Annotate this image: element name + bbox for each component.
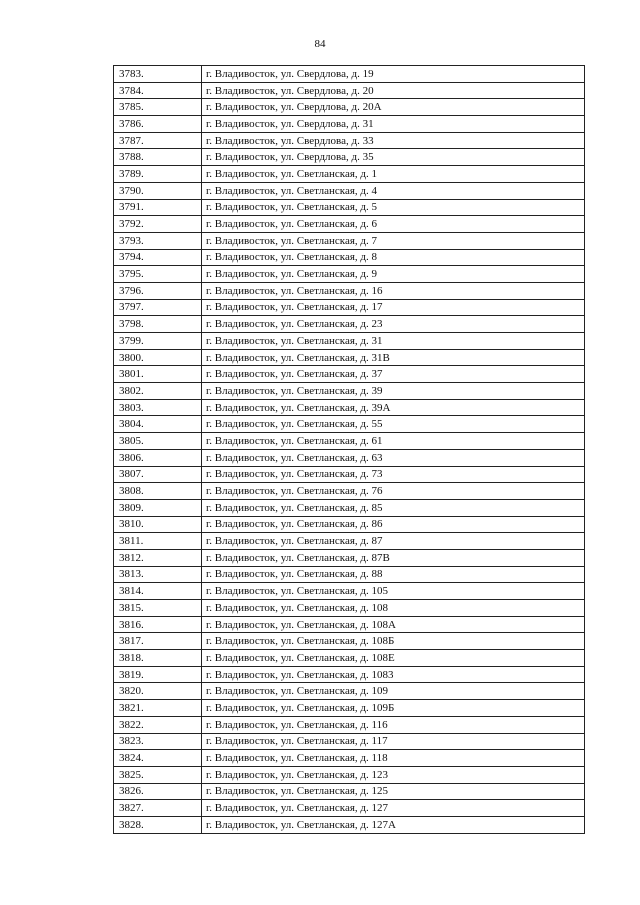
address-cell: г. Владивосток, ул. Светланская, д. 63 <box>202 449 585 466</box>
row-number-cell: 3823. <box>114 733 202 750</box>
address-cell: г. Владивосток, ул. Светланская, д. 105 <box>202 583 585 600</box>
table-row <box>114 499 585 516</box>
row-number-cell: 3809. <box>114 499 202 516</box>
table-row <box>114 483 585 500</box>
table-row <box>114 716 585 733</box>
row-number-cell: 3810. <box>114 516 202 533</box>
table-row <box>114 766 585 783</box>
address-cell: г. Владивосток, ул. Светланская, д. 5 <box>202 199 585 216</box>
table-row <box>114 99 585 116</box>
table-row <box>114 449 585 466</box>
table-row <box>114 149 585 166</box>
address-cell: г. Владивосток, ул. Свердлова, д. 19 <box>202 66 585 83</box>
row-number-cell: 3818. <box>114 650 202 667</box>
row-number-cell: 3806. <box>114 449 202 466</box>
address-cell: г. Владивосток, ул. Светланская, д. 1 <box>202 166 585 183</box>
row-number-cell: 3798. <box>114 316 202 333</box>
address-cell: г. Владивосток, ул. Светланская, д. 86 <box>202 516 585 533</box>
address-cell: г. Владивосток, ул. Светланская, д. 17 <box>202 299 585 316</box>
table-row <box>114 182 585 199</box>
row-number-cell: 3789. <box>114 166 202 183</box>
table-row <box>114 199 585 216</box>
row-number-cell: 3791. <box>114 199 202 216</box>
table-row <box>114 349 585 366</box>
row-number-cell: 3787. <box>114 132 202 149</box>
address-cell: г. Владивосток, ул. Свердлова, д. 35 <box>202 149 585 166</box>
row-number-cell: 3814. <box>114 583 202 600</box>
table-row <box>114 132 585 149</box>
address-cell: г. Владивосток, ул. Свердлова, д. 33 <box>202 132 585 149</box>
address-cell: г. Владивосток, ул. Светланская, д. 87 <box>202 533 585 550</box>
row-number-cell: 3805. <box>114 433 202 450</box>
table-row <box>114 700 585 717</box>
row-number-cell: 3825. <box>114 766 202 783</box>
address-cell: г. Владивосток, ул. Светланская, д. 6 <box>202 216 585 233</box>
row-number-cell: 3790. <box>114 182 202 199</box>
table-row <box>114 633 585 650</box>
address-cell: г. Владивосток, ул. Светланская, д. 116 <box>202 716 585 733</box>
table-row <box>114 466 585 483</box>
address-cell: г. Владивосток, ул. Светланская, д. 9 <box>202 266 585 283</box>
address-table-body <box>114 66 585 834</box>
address-cell: г. Владивосток, ул. Светланская, д. 87В <box>202 549 585 566</box>
table-row <box>114 166 585 183</box>
address-cell: г. Владивосток, ул. Светланская, д. 125 <box>202 783 585 800</box>
table-row <box>114 433 585 450</box>
row-number-cell: 3797. <box>114 299 202 316</box>
row-number-cell: 3828. <box>114 816 202 833</box>
address-cell: г. Владивосток, ул. Светланская, д. 39 <box>202 383 585 400</box>
row-number-cell: 3794. <box>114 249 202 266</box>
row-number-cell: 3788. <box>114 149 202 166</box>
row-number-cell: 3819. <box>114 666 202 683</box>
row-number-cell: 3795. <box>114 266 202 283</box>
table-row <box>114 800 585 817</box>
address-cell: г. Владивосток, ул. Светланская, д. 4 <box>202 182 585 199</box>
address-cell: г. Владивосток, ул. Светланская, д. 108 <box>202 600 585 617</box>
address-cell: г. Владивосток, ул. Свердлова, д. 31 <box>202 116 585 133</box>
address-cell: г. Владивосток, ул. Светланская, д. 118 <box>202 750 585 767</box>
table-row <box>114 816 585 833</box>
address-cell: г. Владивосток, ул. Светланская, д. 61 <box>202 433 585 450</box>
row-number-cell: 3824. <box>114 750 202 767</box>
row-number-cell: 3793. <box>114 232 202 249</box>
row-number-cell: 3785. <box>114 99 202 116</box>
table-row <box>114 383 585 400</box>
row-number-cell: 3817. <box>114 633 202 650</box>
row-number-cell: 3826. <box>114 783 202 800</box>
table-row <box>114 683 585 700</box>
address-cell: г. Владивосток, ул. Свердлова, д. 20 <box>202 82 585 99</box>
row-number-cell: 3802. <box>114 383 202 400</box>
address-table <box>113 65 585 834</box>
row-number-cell: 3792. <box>114 216 202 233</box>
address-cell: г. Владивосток, ул. Светланская, д. 37 <box>202 366 585 383</box>
row-number-cell: 3827. <box>114 800 202 817</box>
row-number-cell: 3812. <box>114 549 202 566</box>
table-row <box>114 399 585 416</box>
address-cell: г. Владивосток, ул. Светланская, д. 23 <box>202 316 585 333</box>
table-row <box>114 566 585 583</box>
table-row <box>114 333 585 350</box>
table-row <box>114 516 585 533</box>
table-row <box>114 583 585 600</box>
row-number-cell: 3804. <box>114 416 202 433</box>
row-number-cell: 3783. <box>114 66 202 83</box>
address-cell: г. Владивосток, ул. Светланская, д. 108Е <box>202 650 585 667</box>
table-row <box>114 282 585 299</box>
table-row <box>114 600 585 617</box>
address-cell: г. Владивосток, ул. Светланская, д. 127 <box>202 800 585 817</box>
row-number-cell: 3815. <box>114 600 202 617</box>
row-number-cell: 3822. <box>114 716 202 733</box>
address-cell: г. Владивосток, ул. Светланская, д. 109Б <box>202 700 585 717</box>
address-cell: г. Владивосток, ул. Светланская, д. 1083 <box>202 666 585 683</box>
table-row <box>114 266 585 283</box>
address-cell: г. Владивосток, ул. Светланская, д. 31 <box>202 333 585 350</box>
address-cell: г. Владивосток, ул. Светланская, д. 85 <box>202 499 585 516</box>
table-row <box>114 299 585 316</box>
row-number-cell: 3813. <box>114 566 202 583</box>
table-row <box>114 216 585 233</box>
address-cell: г. Владивосток, ул. Светланская, д. 117 <box>202 733 585 750</box>
address-cell: г. Владивосток, ул. Светланская, д. 76 <box>202 483 585 500</box>
row-number-cell: 3807. <box>114 466 202 483</box>
row-number-cell: 3811. <box>114 533 202 550</box>
table-row <box>114 316 585 333</box>
address-cell: г. Владивосток, ул. Светланская, д. 7 <box>202 232 585 249</box>
table-row <box>114 733 585 750</box>
table-row <box>114 783 585 800</box>
row-number-cell: 3808. <box>114 483 202 500</box>
address-cell: г. Владивосток, ул. Светланская, д. 55 <box>202 416 585 433</box>
table-row <box>114 366 585 383</box>
row-number-cell: 3820. <box>114 683 202 700</box>
table-row <box>114 82 585 99</box>
table-row <box>114 66 585 83</box>
address-cell: г. Владивосток, ул. Светланская, д. 39А <box>202 399 585 416</box>
page-number: 84 <box>314 38 326 50</box>
row-number-cell: 3784. <box>114 82 202 99</box>
table-row <box>114 750 585 767</box>
table-row <box>114 533 585 550</box>
row-number-cell: 3803. <box>114 399 202 416</box>
address-cell: г. Владивосток, ул. Светланская, д. 8 <box>202 249 585 266</box>
table-row <box>114 616 585 633</box>
row-number-cell: 3796. <box>114 282 202 299</box>
address-cell: г. Владивосток, ул. Светланская, д. 108Б <box>202 633 585 650</box>
address-cell: г. Владивосток, ул. Светланская, д. 31В <box>202 349 585 366</box>
address-cell: г. Владивосток, ул. Светланская, д. 123 <box>202 766 585 783</box>
address-cell: г. Владивосток, ул. Светланская, д. 88 <box>202 566 585 583</box>
address-cell: г. Владивосток, ул. Светланская, д. 127А <box>202 816 585 833</box>
row-number-cell: 3821. <box>114 700 202 717</box>
address-cell: г. Владивосток, ул. Светланская, д. 16 <box>202 282 585 299</box>
address-cell: г. Владивосток, ул. Светланская, д. 108А <box>202 616 585 633</box>
row-number-cell: 3800. <box>114 349 202 366</box>
row-number-cell: 3801. <box>114 366 202 383</box>
row-number-cell: 3786. <box>114 116 202 133</box>
row-number-cell: 3816. <box>114 616 202 633</box>
address-cell: г. Владивосток, ул. Свердлова, д. 20А <box>202 99 585 116</box>
table-row <box>114 549 585 566</box>
address-cell: г. Владивосток, ул. Светланская, д. 109 <box>202 683 585 700</box>
table-row <box>114 116 585 133</box>
table-row <box>114 232 585 249</box>
table-row <box>114 249 585 266</box>
table-row <box>114 650 585 667</box>
row-number-cell: 3799. <box>114 333 202 350</box>
table-row <box>114 416 585 433</box>
table-row <box>114 666 585 683</box>
address-cell: г. Владивосток, ул. Светланская, д. 73 <box>202 466 585 483</box>
